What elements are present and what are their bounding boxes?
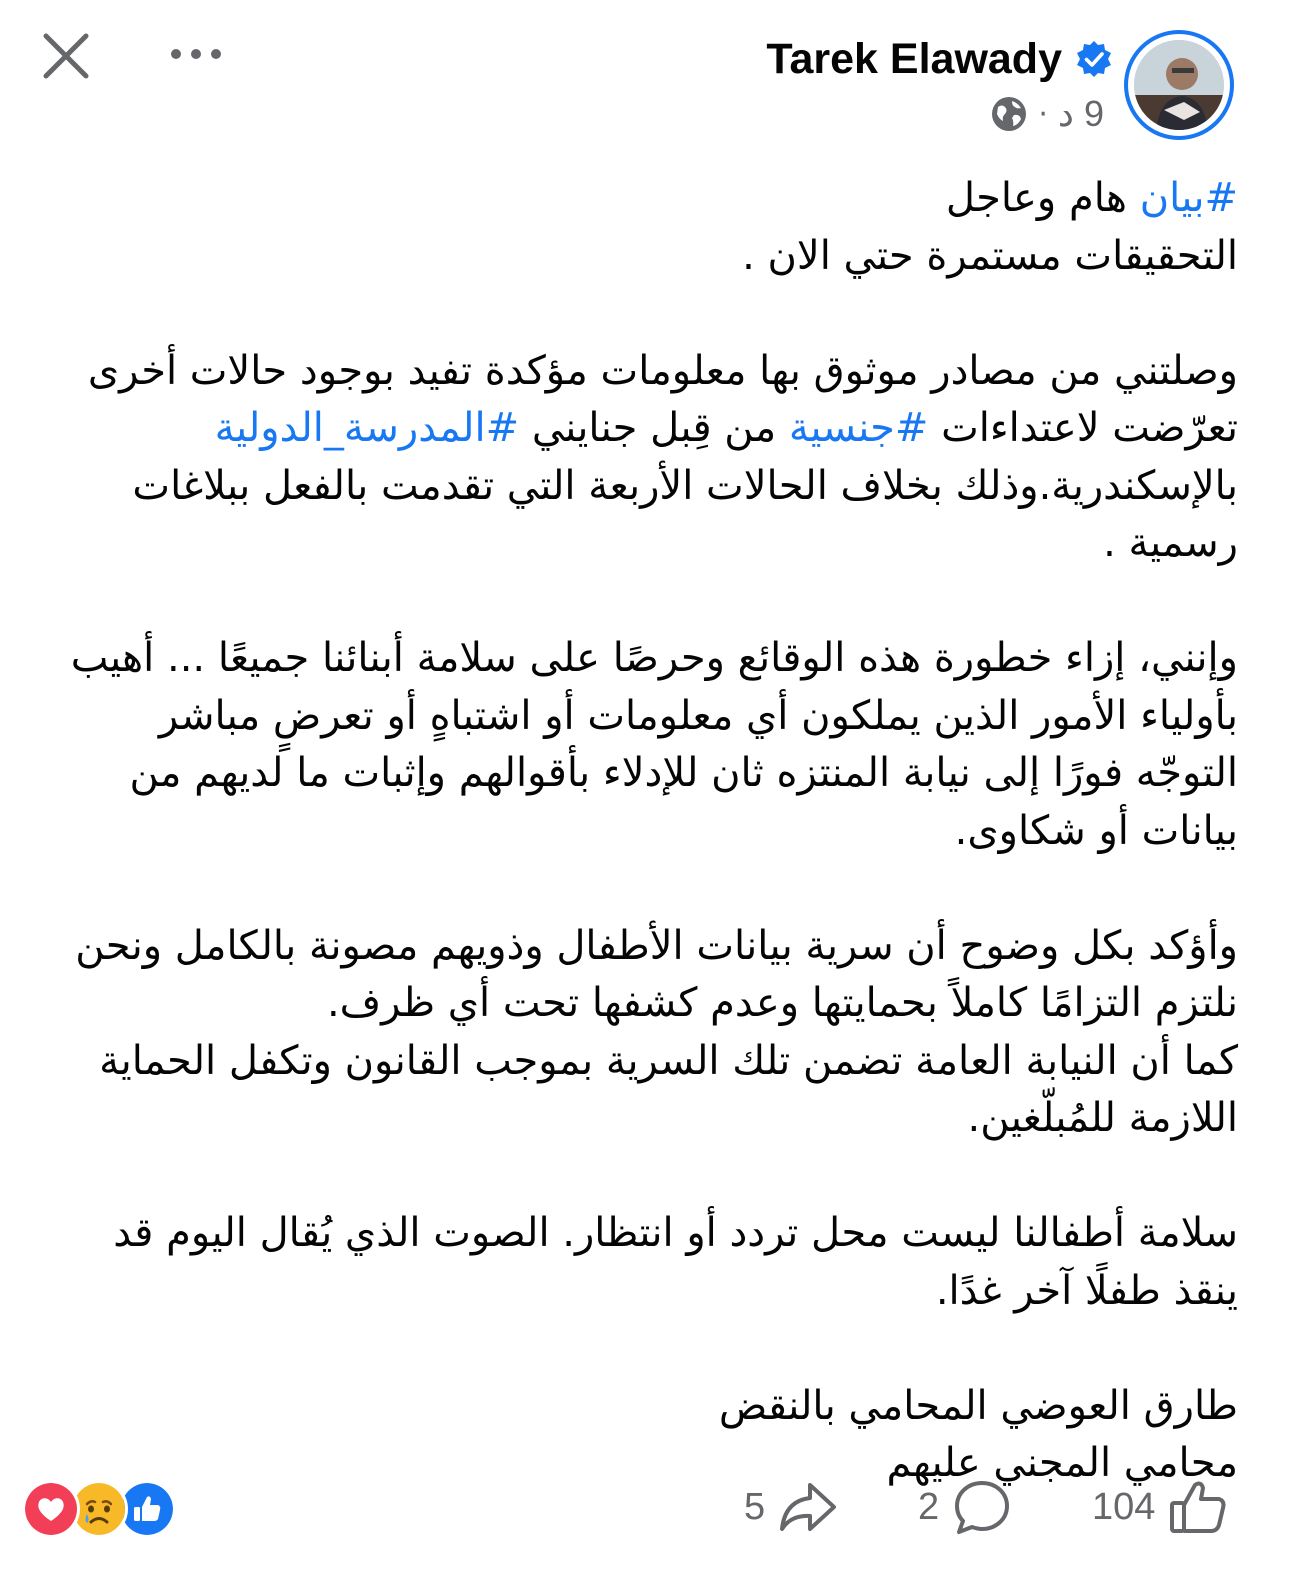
text-line: اللازمة للمُبلّغين. (967, 1095, 1238, 1141)
comment-button[interactable] (918, 1475, 1013, 1539)
close-icon (38, 28, 94, 84)
shares-count: 5 (744, 1485, 766, 1528)
text-line: بيانات أو شكاوى. (954, 807, 1238, 854)
paragraph-5 (38, 1205, 1238, 1320)
text-line: بالإسكندرية.وذلك بخلاف الحالات الأربعة التي تقدمت بالفعل ببلاغات (132, 462, 1238, 509)
love-icon (22, 1480, 80, 1538)
text-line: محامي المجني عليهم (886, 1440, 1238, 1486)
text-line (38, 400, 1238, 458)
paragraph-2 (38, 343, 1238, 573)
like-button[interactable] (1092, 1475, 1229, 1539)
text-line: بأولياء الأمور الذين يملكون أي معلومات أو اشتباهٍ أو تعرضٍ مباشر (158, 692, 1238, 739)
text-line: رسمية . (1103, 520, 1238, 566)
text-line: التوجّه فورًا إلى نيابة المنتزه ثان للإدلاء بأقوالهم وإثبات ما لديهم من (129, 750, 1238, 796)
share-icon (777, 1479, 839, 1535)
hashtag-link[interactable]: #بيان (1139, 175, 1238, 221)
author-row (766, 34, 1114, 84)
meta-separator: · (1038, 96, 1048, 132)
avatar-photo (1134, 40, 1224, 130)
comment-icon (951, 1477, 1013, 1537)
likes-count: 104 (1092, 1485, 1156, 1528)
reaction-summary[interactable] (22, 1480, 172, 1536)
thumbs-up-icon (1167, 1477, 1229, 1537)
verified-badge-icon (1074, 39, 1114, 79)
more-options-button[interactable] (166, 34, 226, 74)
post-meta (990, 92, 1104, 136)
hashtag-link[interactable]: #المدرسة_الدولية (214, 405, 520, 451)
text-line: التحقيقات مستمرة حتي الان . (742, 232, 1238, 279)
text-line (38, 170, 1238, 228)
signature (38, 1378, 1238, 1493)
text-line: وصلتني من مصادر موثوق بها معلومات مؤكدة تفيد بوجود حالات أخرى (87, 347, 1238, 394)
author-avatar[interactable] (1124, 30, 1234, 140)
hashtag-link[interactable]: #جنسية (788, 405, 929, 451)
text-line: كما أن النيابة العامة تضمن تلك السرية بموجب القانون وتكفل الحماية (99, 1037, 1238, 1084)
paragraph-1 (38, 170, 1238, 285)
close-button[interactable] (38, 28, 94, 84)
text-line: ينقذ طفلًا آخر غدًا. (935, 1267, 1238, 1314)
text-line: وإنني، إزاء خطورة هذه الوقائع وحرصًا على سلامة أبنائنا جميعًا ... أهيب (70, 635, 1238, 681)
text-line: طارق العوضي المحامي بالنقض (718, 1382, 1238, 1429)
post-timestamp[interactable]: 9 د (1057, 93, 1104, 134)
globe-icon (990, 95, 1028, 133)
comments-count: 2 (918, 1485, 940, 1528)
paragraph-3 (38, 630, 1238, 860)
text-line: نلتزم التزامًا كاملاً بحمايتها وعدم كشفها تحت أي ظرف. (326, 980, 1238, 1026)
more-options-icon (166, 34, 226, 74)
post-text (38, 170, 1238, 1493)
share-button[interactable] (744, 1475, 839, 1539)
text-line: وأؤكد بكل وضوح أن سرية بيانات الأطفال وذويهم مصونة بالكامل ونحن (75, 922, 1238, 969)
text-segment: تعرّضت لاعتداءات (928, 405, 1238, 451)
author-name[interactable]: Tarek Elawady (766, 34, 1062, 83)
paragraph-4 (38, 918, 1238, 1148)
text-line: سلامة أطفالنا ليست محل تردد أو انتظار. الصوت الذي يُقال اليوم قد (113, 1210, 1238, 1256)
text-segment: هام وعاجل (945, 175, 1140, 221)
text-segment: من قِبل جنايني (519, 405, 789, 451)
